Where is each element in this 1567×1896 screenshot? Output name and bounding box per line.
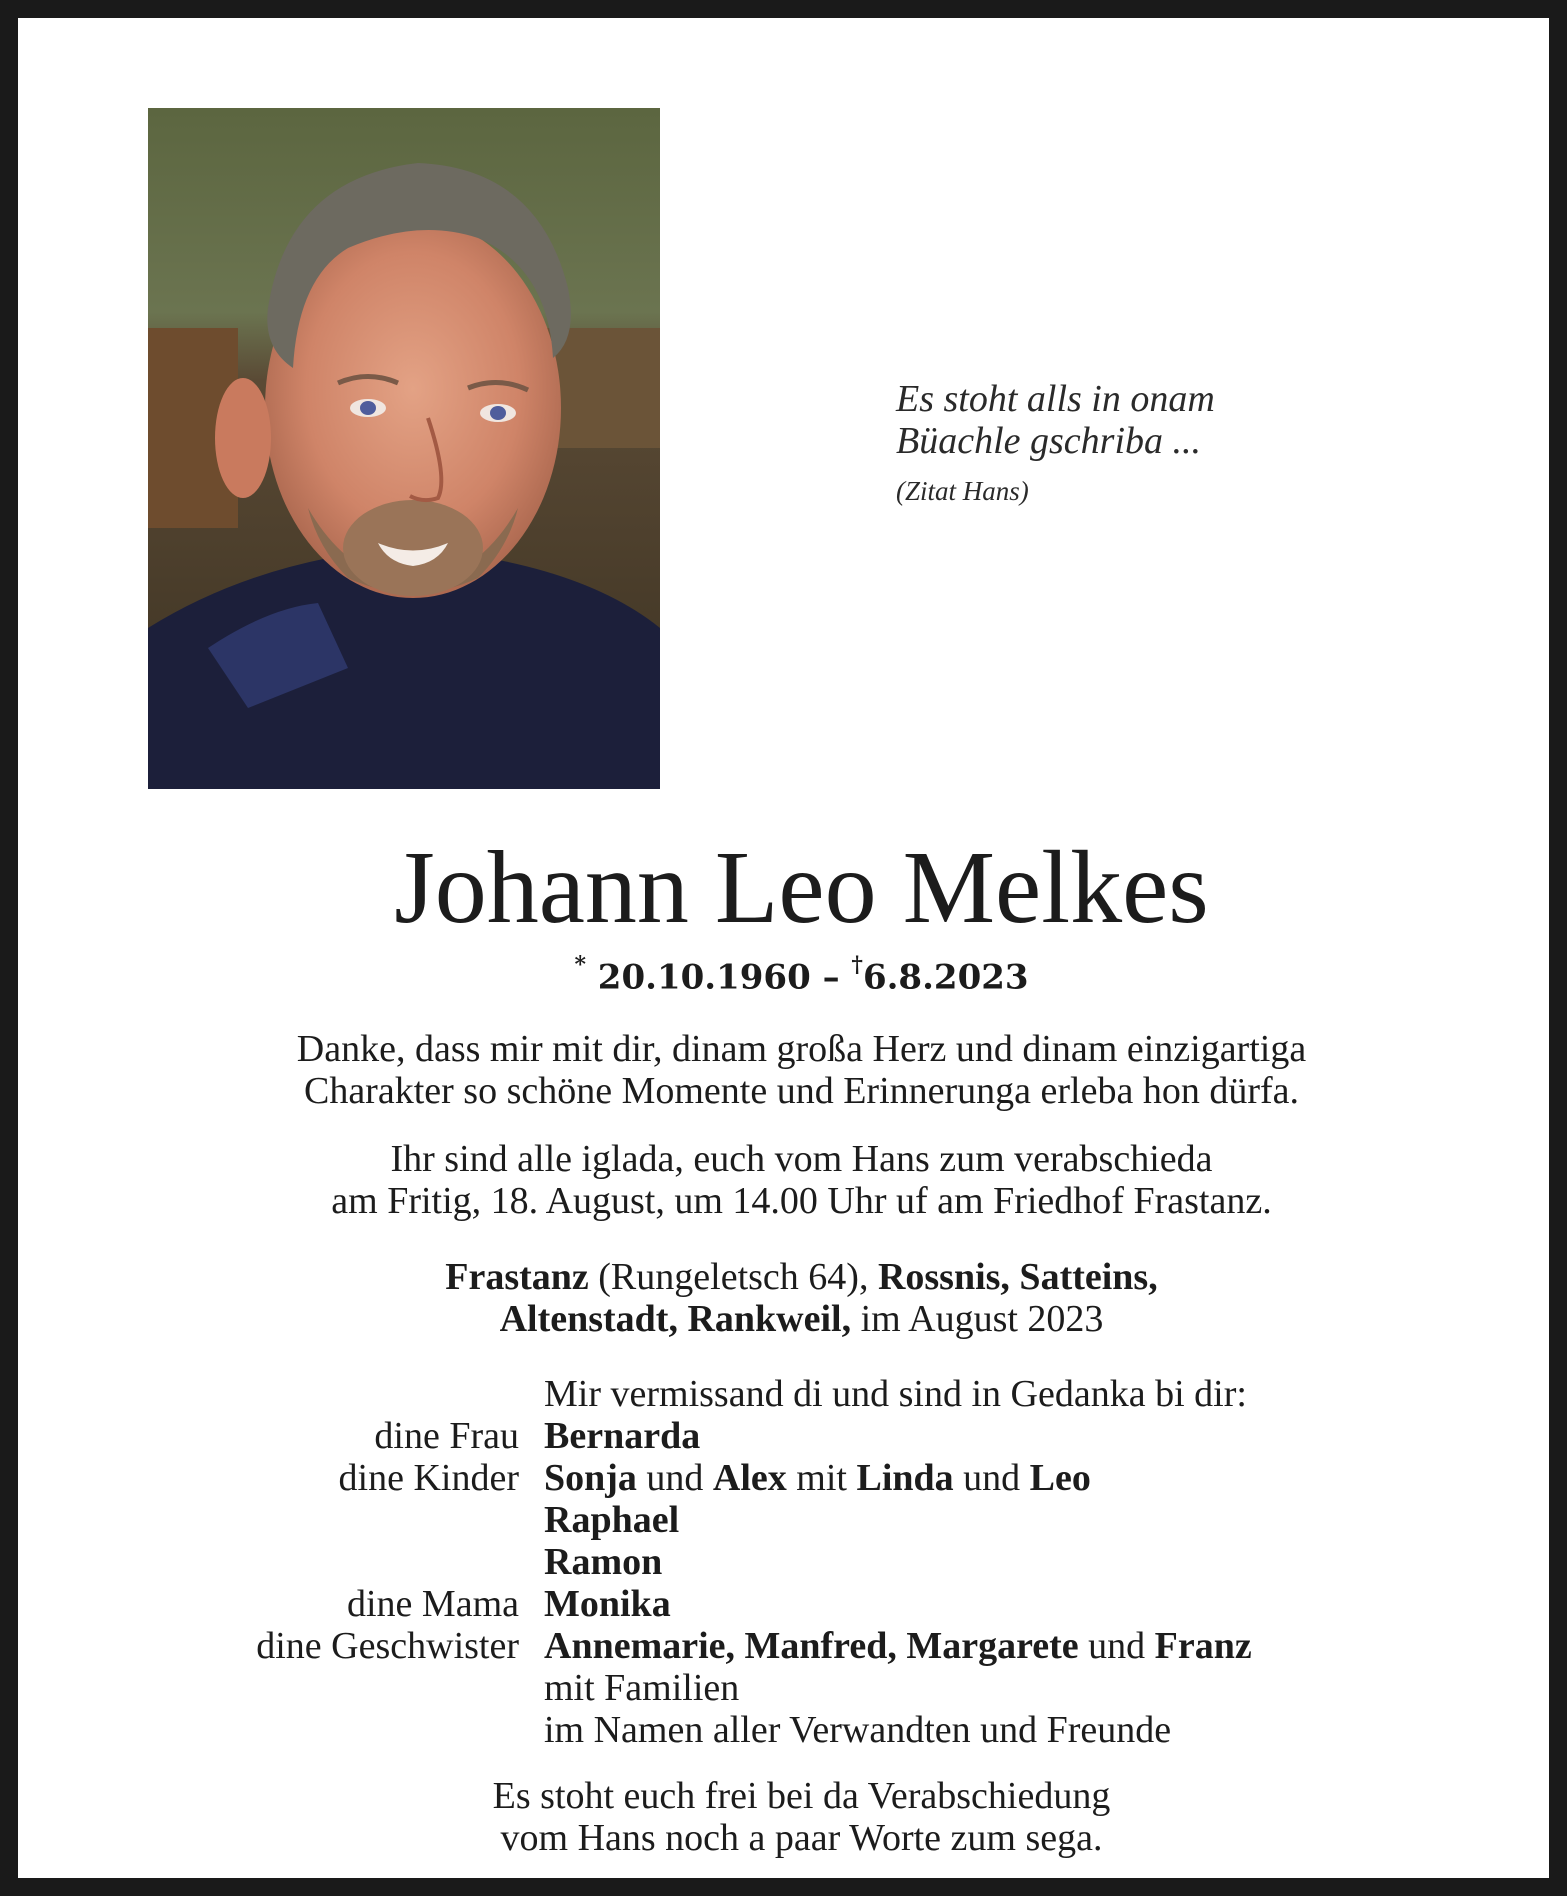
invitation-line-1: Ihr sind alle iglada, euch vom Hans zum verabschieda [390, 1138, 1213, 1180]
places-line-1 [18, 1256, 1567, 1298]
place-altenstadt-rankweil: Altenstadt, Rankweil, [499, 1298, 852, 1340]
place-frastanz: Frastanz [445, 1256, 589, 1298]
family-row-families [18, 1667, 1567, 1709]
closing-text [18, 1775, 1567, 1859]
deceased-name: Johann Leo Melkes [394, 830, 1209, 945]
siblings-label: dine Geschwister [256, 1625, 519, 1667]
child-ramon: Ramon [544, 1541, 663, 1583]
with-families: mit Familien [544, 1667, 740, 1709]
quote-block [896, 378, 1215, 507]
family-row-relatives [18, 1709, 1567, 1751]
closing-line-1: Es stoht euch frei bei da Verabschiedung [492, 1775, 1111, 1817]
family-row-wife [18, 1415, 1567, 1457]
mother-label: dine Mama [346, 1583, 519, 1625]
invitation-line-2: am Fritig, 18. August, um 14.00 Uhr uf am Friedhof Frastanz. [331, 1180, 1272, 1222]
thanks-text [18, 1028, 1567, 1112]
invitation-text [18, 1138, 1567, 1222]
family-row-mother [18, 1583, 1567, 1625]
family-row-children [18, 1457, 1567, 1499]
family-row-child-ramon [18, 1541, 1567, 1583]
thanks-line-1: Danke, dass mir mit dir, dinam großa Herz und dinam einzigartiga [296, 1028, 1307, 1070]
wife-label: dine Frau [374, 1415, 519, 1457]
quote-line-1: Es stoht alls in onam [896, 378, 1215, 420]
family-row-siblings [18, 1625, 1567, 1667]
child-raphael: Raphael [544, 1499, 680, 1541]
death-mark: † [851, 952, 863, 978]
place-rossnis-satteins: Rossnis, Satteins, [877, 1256, 1158, 1298]
children-names: Sonja und Alex mit Linda und Leo [544, 1457, 1091, 1499]
life-dates [18, 952, 1567, 998]
siblings-names: Annemarie, Manfred, Margarete und Franz [544, 1625, 1252, 1667]
closing-line-2: vom Hans noch a paar Worte zum sega. [500, 1817, 1103, 1859]
death-date: 6.8.2023 [862, 957, 1029, 998]
children-label: dine Kinder [338, 1457, 519, 1499]
thanks-line-2: Charakter so schöne Momente und Erinnerunga erleba hon dürfa. [303, 1070, 1300, 1112]
date-separator: – [822, 957, 840, 998]
place-address: (Rungeletsch 64), [588, 1256, 878, 1298]
birth-mark: * [574, 952, 586, 978]
relatives-note: im Namen aller Verwandten und Freunde [544, 1709, 1172, 1751]
places-date: im August 2023 [851, 1298, 1104, 1340]
family-row-child-raphael [18, 1499, 1567, 1541]
family-intro: Mir vermissand di und sind in Gedanka bi dir: [544, 1373, 1247, 1415]
birth-date: 20.10.1960 [597, 957, 811, 998]
portrait-photo [148, 108, 660, 789]
quote-line-2: Büachle gschriba ... [896, 420, 1202, 462]
family-intro-row [18, 1373, 1567, 1415]
places-line-2 [18, 1298, 1567, 1340]
quote-source: (Zitat Hans) [896, 476, 1029, 506]
places-text [18, 1256, 1567, 1340]
family-list [18, 1373, 1567, 1751]
mother-name: Monika [544, 1583, 671, 1625]
wife-name: Bernarda [544, 1415, 701, 1457]
